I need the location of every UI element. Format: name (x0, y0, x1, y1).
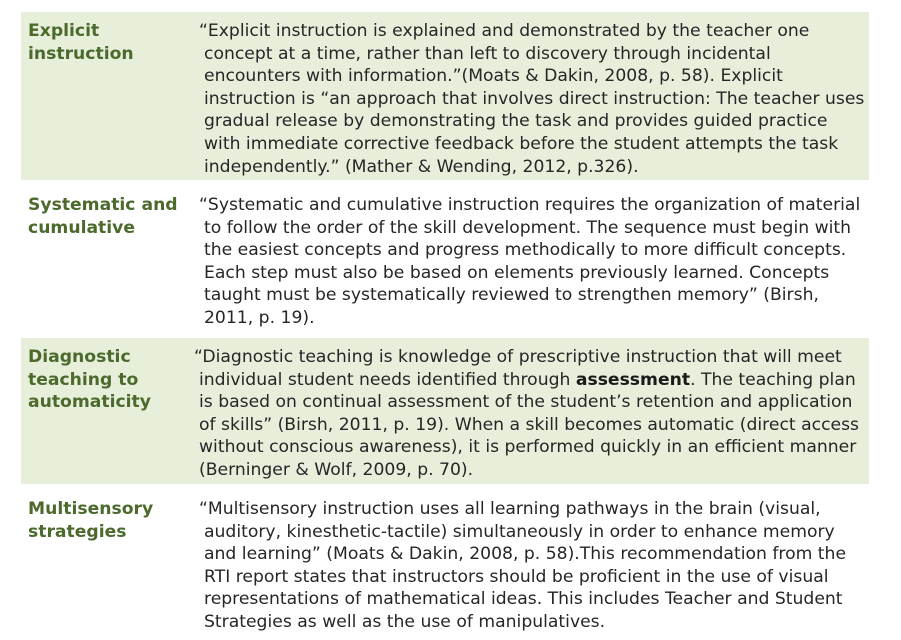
row-description: “Explicit instruction is explained and demonstrated by the teacher one concept at a time, rather than left to discovery through incidental encounters with information.”(Moats & Dakin, 2008, p. 58). Explicit instruction is “an approach that involves direct instruction: The teacher uses gradual release by demonstrating the task and provides guided practice with immediate corrective feedback before the student attempts the task independently.” (Mather & Wending, 2012, p.326). (199, 21, 865, 177)
table-row (21, 490, 869, 640)
table-row (21, 12, 869, 186)
description-text: “Diagnostic teaching is knowledge of prescriptive instruction that will meet individual student needs identified through (194, 347, 842, 390)
row-description: “Systematic and cumulative instruction requires the organization of material to follow the order of the skill development. The sequence must begin with the easiest concepts and progress methodically to more difficult concepts. Each step must also be based on elements previously learned. Concepts taught must be systematically reviewed to strengthen memory” (Birsh, 2011, p. 19). (199, 195, 861, 328)
row-term: Systematic and cumulative (28, 195, 178, 238)
row-term: Diagnostic teaching to automaticity (28, 347, 151, 413)
strategies-table (21, 12, 869, 640)
assessment-bold: assessment (575, 369, 691, 390)
row-description (186, 338, 869, 484)
row-term: Multisensory strategies (28, 499, 154, 542)
table-row (21, 338, 869, 490)
row-description: “Multisensory instruction uses all learning pathways in the brain (visual, auditory, kinesthetic-tactile) simultaneously in order to enhance memory and learning” (Moats & Dakin, 2008, p. 58).This recommendation from the RTI report states that instructors should be proficient in the use of visual representations of mathematical ideas. This includes Teacher and Student Strategies as well as the use of manipulatives. (199, 499, 847, 632)
description-text: . The teaching plan is based on continual assessment of the student’s retention and application of skills” (Birsh, 2011, p. 19). When a skill becomes automatic (direct access without conscious awareness), it is performed quickly in an efficient manner (Berninger & Wolf, 2009, p. 70). (199, 369, 860, 480)
table-row (21, 186, 869, 338)
row-term: Explicit instruction (28, 21, 134, 64)
